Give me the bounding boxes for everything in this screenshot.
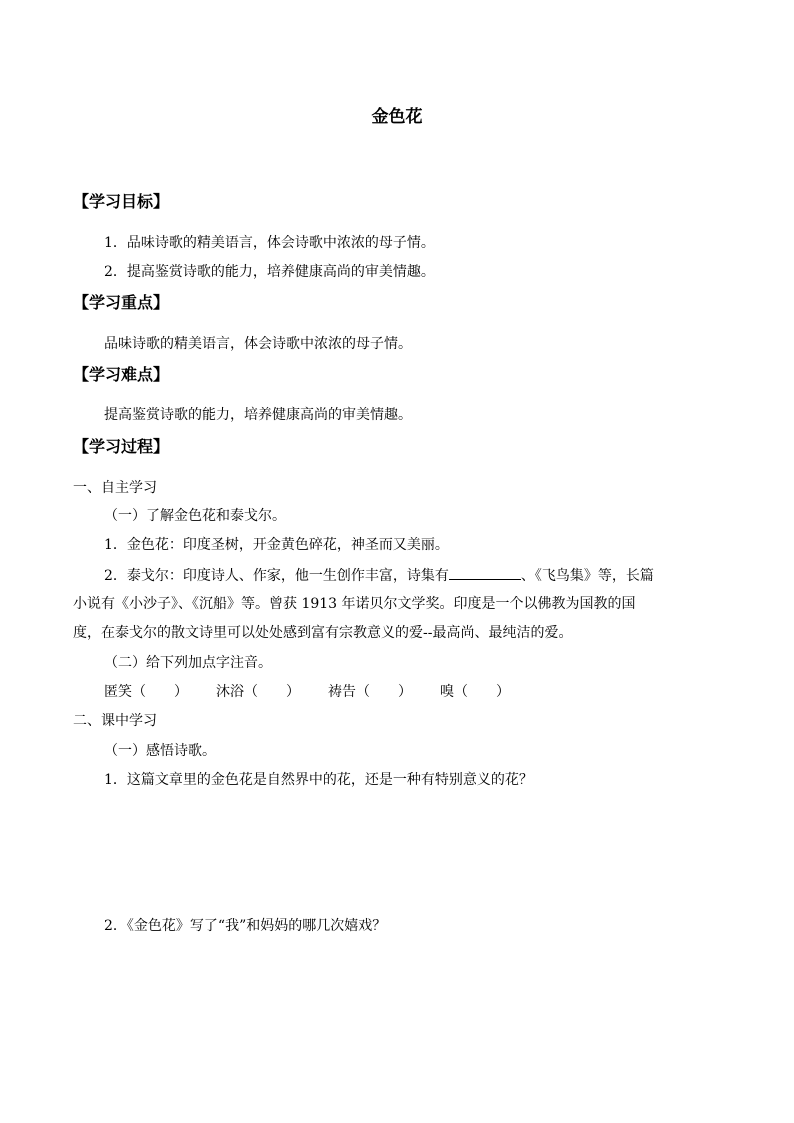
part2-heading: 二、课中学习 <box>73 713 157 729</box>
part1-item2-line1 <box>104 565 654 586</box>
pinyin-item-1: 匿笑（ ） <box>104 684 188 700</box>
item2-text-b: 、《飞鸟集》等，长篇 <box>520 568 654 584</box>
section-difficulty: 【学习难点】 <box>73 365 170 384</box>
part1-item2-line3: 度，在泰戈尔的散文诗里可以处处感到富有宗教意义的爱--最高尚、最纯洁的爱。 <box>73 625 573 641</box>
part1-heading: 一、自主学习 <box>73 480 157 496</box>
part1-item2-line2: 小说有《小沙子》、《沉船》等。曾获 1913 年诺贝尔文学奖。印度是一个以佛教为国教的国 <box>73 596 636 612</box>
section-keypoints: 【学习重点】 <box>73 293 170 312</box>
difficulty-text: 提高鉴赏诗歌的能力，培养健康高尚的审美情趣。 <box>104 407 412 423</box>
keypoint-text: 品味诗歌的精美语言，体会诗歌中浓浓的母子情。 <box>104 336 412 352</box>
goal-item-1: 1．品味诗歌的精美语言，体会诗歌中浓浓的母子情。 <box>104 235 435 251</box>
pinyin-item-4: 嗅（ ） <box>440 684 510 700</box>
question-1: 1．这篇文章里的金色花是自然界中的花，还是一种有特别意义的花？ <box>104 772 533 788</box>
fill-in-blank <box>449 565 521 580</box>
part2-sub1: （一）感悟诗歌。 <box>104 743 216 759</box>
item2-text-a: 2．泰戈尔：印度诗人、作家，他一生创作丰富，诗集有 <box>104 568 449 584</box>
page-title: 金色花 <box>371 107 423 127</box>
section-process: 【学习过程】 <box>73 437 170 456</box>
part1-item1: 1．金色花：印度圣树，开金黄色碎花，神圣而又美丽。 <box>104 537 449 553</box>
pinyin-item-2: 沐浴（ ） <box>216 684 300 700</box>
pinyin-item-3: 祷告（ ） <box>328 684 412 700</box>
question-2: 2．《金色花》写了“我”和妈妈的哪几次嬉戏？ <box>104 918 387 934</box>
section-goals: 【学习目标】 <box>73 192 170 211</box>
part1-sub1: （一）了解金色花和泰戈尔。 <box>104 508 286 524</box>
part1-sub2: （二）给下列加点字注音。 <box>104 655 272 671</box>
goal-item-2: 2．提高鉴赏诗歌的能力，培养健康高尚的审美情趣。 <box>104 264 435 280</box>
